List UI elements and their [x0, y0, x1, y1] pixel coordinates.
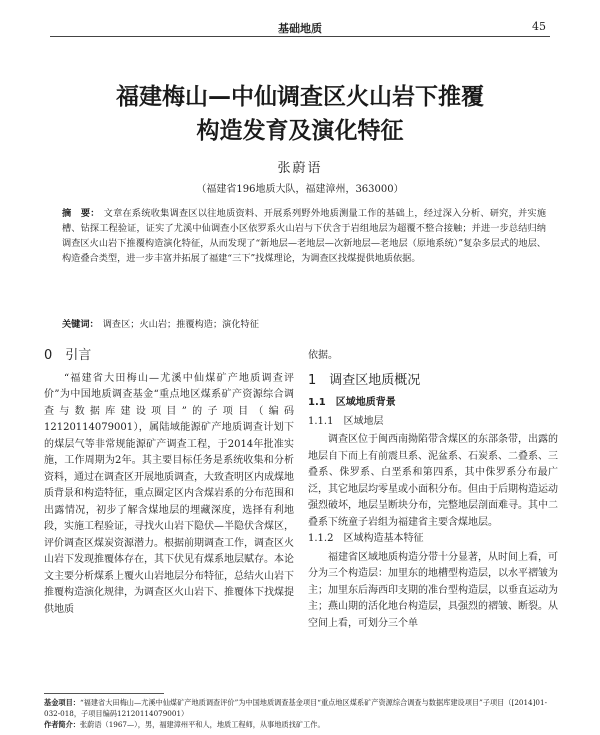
author-name: 张蔚语: [277, 161, 323, 176]
section-heading-geology: 1 调查区地质概况: [308, 372, 421, 388]
author-bio-label: 作者简介：: [44, 720, 80, 729]
abstract: [62, 206, 546, 266]
funding-label: 基金项目：: [44, 698, 80, 707]
subsubsection-heading-strata: 1.1.1 区域地层: [308, 415, 384, 427]
subsection-heading-regional-background: 1.1 区域地质背景: [308, 397, 396, 408]
journal-name: 基础地质: [278, 22, 322, 35]
structure-paragraph: 福建省区域地质构造分带十分显著，从时间上看，可分为三个构造层：加里东的地槽型构造层，以水平褶皱为主；加里东后海西印支期的准台型构造层，以垂直运动为主；燕山期的活化地台构造层，具强烈的褶皱、断裂。从空间上看，可划分三个单: [308, 551, 558, 629]
funding-footnote: [44, 697, 556, 719]
continuation-text: 依据。: [308, 350, 338, 361]
title-line-1: 福建梅山—中仙调查区火山岩下推覆: [116, 84, 484, 110]
title-line-2: 构造发育及演化特征: [196, 118, 404, 144]
author-bio-text: 张蔚语（1967—），男，福建漳州平和人，地质工程师，从事地质找矿工作。: [79, 720, 325, 729]
footnote-divider: [44, 693, 164, 694]
funding-text: “福建省大田梅山—尤溪中仙煤矿产地质调查评价”为中国地质调查基金项目“重点地区煤系矿产资源综合调查与数据库建设项目”子项目（[2014]01-032-018，子项目编码12120114079001）: [44, 698, 548, 718]
footnotes: [44, 697, 556, 730]
intro-paragraph: “福建省大田梅山—尤溪中仙煤矿产地质调查评价”为中国地质调查基金“重点地区煤系矿产资源综合调查与数据库建设项目”的子项目（编码12120114079001），属陆域能源矿产地质调查计划下的煤层气等非常规能源矿产调查工程，于2014年批准实施，工作周期为2年。其主要目标任务是系统收集和分析资料，通过在调查区开展地质调查，大致查明区内成煤地质背景和构造特征，重点圈定区内含煤岩系的分布范围和出露情况，初步了解含煤地层的埋藏深度，选择有利地段，实施工程验证，寻找火山岩下隐伏—半隐伏含煤区，评价调查区煤炭资源潜力。根据前期调查工作，调查区火山岩下发现推覆体存在，其下伏见有煤系地层赋存。本论文主要分析煤系上覆火山岩地层分布特征，总结火山岩下推覆构造演化规律，为调查区火山岩下、推覆体下找煤提供地质: [44, 372, 294, 615]
keywords-label: 关键词：: [62, 319, 99, 330]
abstract-label: 摘 要：: [62, 208, 100, 219]
keywords: [62, 316, 546, 330]
article-title: [40, 80, 560, 148]
left-column: [44, 348, 294, 618]
page-number: 45: [532, 20, 546, 33]
keywords-text: 调查区；火山岩；推覆构造；演化特征: [102, 319, 259, 330]
running-head: [50, 18, 550, 37]
strata-paragraph: 调查区位于闽西南拗陷带含煤区的东部条带，出露的地层自下而上有前震旦系、泥盆系、石炭系、二叠系、三叠系、侏罗系、白垩系和第四系，其中侏罗系分布最广泛，其它地层均零星或小面积分布。但由于后期构造运动强烈破坏，地层呈断块分布，完整地层剖面难寻。其中二叠系下统童子岩组为福建省主要含煤地层。: [308, 434, 558, 528]
abstract-text: 文章在系统收集调查区以往地质资料、开展系列野外地质测量工作的基础上，经过深入分析、研究，并实施槽、钻探工程验证，证实了尤溪中仙调查小区依罗系火山岩与下伏含于岩组地层为超覆不整合接触；并进一步总结归纳调查区火山岩下推覆构造演化特征，从而发现了“新地层—老地层—次新地层—老地层（原地系统）”复杂多层式的地层、构造叠合类型，进一步丰富并拓展了福建“三下”找煤理论，为调查区找煤提供地质依据。: [62, 208, 547, 264]
subsubsection-heading-structure: 1.1.2 区域构造基本特征: [308, 533, 424, 544]
author-affiliation: （福建省196地质大队，福建漳州，363000）: [196, 184, 404, 195]
right-column: [308, 348, 558, 632]
section-heading-intro: 0 引言: [44, 348, 92, 363]
author-footnote: [44, 719, 556, 730]
